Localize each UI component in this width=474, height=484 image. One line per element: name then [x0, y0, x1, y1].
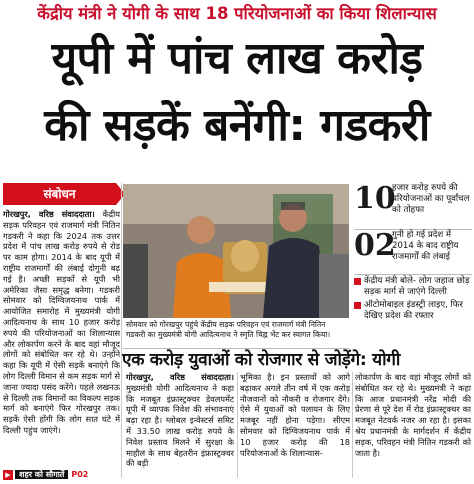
column-rule	[352, 372, 353, 478]
story-body: मुख्यमंत्री योगी आदित्यनाथ ने कहा कि मजबूत इंफ्रास्ट्रक्चर डेवलपमेंट यूपी में व्यापक निवेश की संभावनाएं बढ़ा रहा है। ग्लोबल इन्वेस्टर्स समिट में 33.50 लाख करोड़ रुपये के निवेश प्रस्ताव मिलने में सुरक्षा के माहौल के साथ बेहतरीन इंफ्रास्ट्रक्चर की बड़ी	[126, 382, 234, 469]
photo-caption: सोमवार को गोरखपुर पहुंचे केंद्रीय सड़क परिवहन एवं राजमार्ग मंत्री नितिन गडकरी का मुख्यमंत्री योगी आदित्यनाथ ने स्मृति चिह्न भेंट कर स्वागत किया।	[123, 319, 349, 349]
section-badge: संबोधन	[3, 183, 116, 205]
continued-page: P02	[71, 470, 89, 479]
stat-number: 10	[354, 181, 396, 216]
sub-headline: एक करोड़ युवाओं को रोजगार से जोड़ेंगे: योगी	[122, 350, 401, 370]
kicker-line: केंद्रीय मंत्री ने योगी के साथ 18 परियोजनाओं का किया शिलान्यास	[37, 4, 437, 23]
highlight-bullets	[354, 276, 472, 324]
arrow-icon: ▶	[3, 470, 13, 480]
bullet-text: ऑटोमोबाइल इंडस्ट्री लाइए, फिर देखिए प्रदेश की रफ्तार	[364, 300, 463, 321]
story-body: केंद्रीय सड़क परिवहन एवं राजमार्ग मंत्री नितिन गडकरी ने कहा कि 2024 तक उत्तर प्रदेश में पांच लाख करोड़ रुपये से रोड पर काम होगा। 2014 के बाद यूपी में राष्ट्रीय राजमार्गों की लंबाई दोगुनी बढ़ गई है। अच्छी सड़कों से यूपी भी अमेरिका जैसा समृद्ध बनेगा। गडकरी सोमवार को दिग्विजयनाथ पार्क में आयोजित समारोह में मुख्यमंत्री योगी आदित्यनाथ के साथ 10 हजार करोड़ रुपये की परियोजनाओं का शिलान्यास और लोकार्पण करने के बाद वहां मौजूद लोगों को संबोधित कर रहे थे। उन्होंने कहा कि यूपी में ऐसी सड़कें बनाएंगे कि लोग दिल्ली विमान से कम सड़क मार्ग से जाना ज्यादा पसंद करेंगे। पहले लखनऊ से दिल्ली तक विमानों का विकल्प सड़क मार्ग को बनाएंगे फिर गोरखपुर तक। सड़कें ऐसी होंगी कि लोग सात घंटे में दिल्ली पहुंच जाएंगे।	[3, 209, 120, 435]
column-rule	[121, 183, 122, 478]
yogi-story-column-1	[126, 372, 234, 476]
stat-box-2	[354, 230, 472, 274]
photo-illustration	[123, 184, 349, 318]
bullet-text: केंद्रीय मंत्री बोले- लोग जहाज छोड़ सड़क मार्ग से जाएंगे दिल्ली	[364, 276, 470, 297]
stat-text: हजार करोड़ रुपये की परियोजनाओं का पूर्वांचल को तोहफा	[392, 183, 470, 215]
story-dateline: गोरखपुर, वरिष्ठ संवाददाता।	[126, 372, 234, 382]
divider	[354, 274, 472, 275]
story-dateline: गोरखपुर, वरिष्ठ संवाददाता।	[3, 209, 95, 219]
continued-reference[interactable]	[3, 469, 88, 481]
bullet-square-icon	[354, 278, 361, 285]
news-photo	[123, 184, 349, 318]
continued-label: शहर को सौगातें	[15, 470, 68, 479]
headline-line-2: की सड़कें बनेंगी: गडकरी	[44, 100, 430, 151]
bullet-item	[354, 300, 472, 321]
stat-number: 02	[354, 228, 396, 263]
stat-box-1	[354, 183, 472, 229]
bullet-square-icon	[354, 302, 361, 309]
stat-text: गुनी हो गई प्रदेश में 2014 के बाद राष्ट्रीय राजमार्गों की लंबाई	[392, 230, 459, 262]
main-story-column	[3, 209, 120, 471]
bullet-item	[354, 276, 472, 297]
column-rule	[237, 372, 238, 478]
headline-line-1: यूपी में पांच लाख करोड़	[51, 33, 423, 84]
yogi-story-column-3: लोकार्पण के बाद वहां मौजूद लोगों को संबोधित कर रहे थे। मुख्यमंत्री ने कहा कि आज प्रधानमंत्री नरेंद्र मोदी की प्रेरणा से पूरे देश में रोड इंफ्रास्ट्रक्चर का मजबूत नेटवर्क नजर आ रहा है। इसका श्रेय प्रधानमंत्री के मार्गदर्शन में केंद्रीय सड़क, परिवहन मंत्री नितिन गडकरी को जाता है।	[355, 372, 471, 458]
yogi-story-column-2: भूमिका है। इन प्रस्तावों को आगे बढ़ाकर अगले तीन वर्ष में एक करोड़ नौजवानों को नौकरी व रोजगार देंगे। ऐसे में युवाओं को पलायन के लिए मजबूर नहीं होना पड़ेगा। सीएम सोमवार को दिग्विजयनाथ पार्क में 10 हजार करोड़ की 18 परियोजनाओं के शिलान्यास-	[240, 372, 350, 458]
